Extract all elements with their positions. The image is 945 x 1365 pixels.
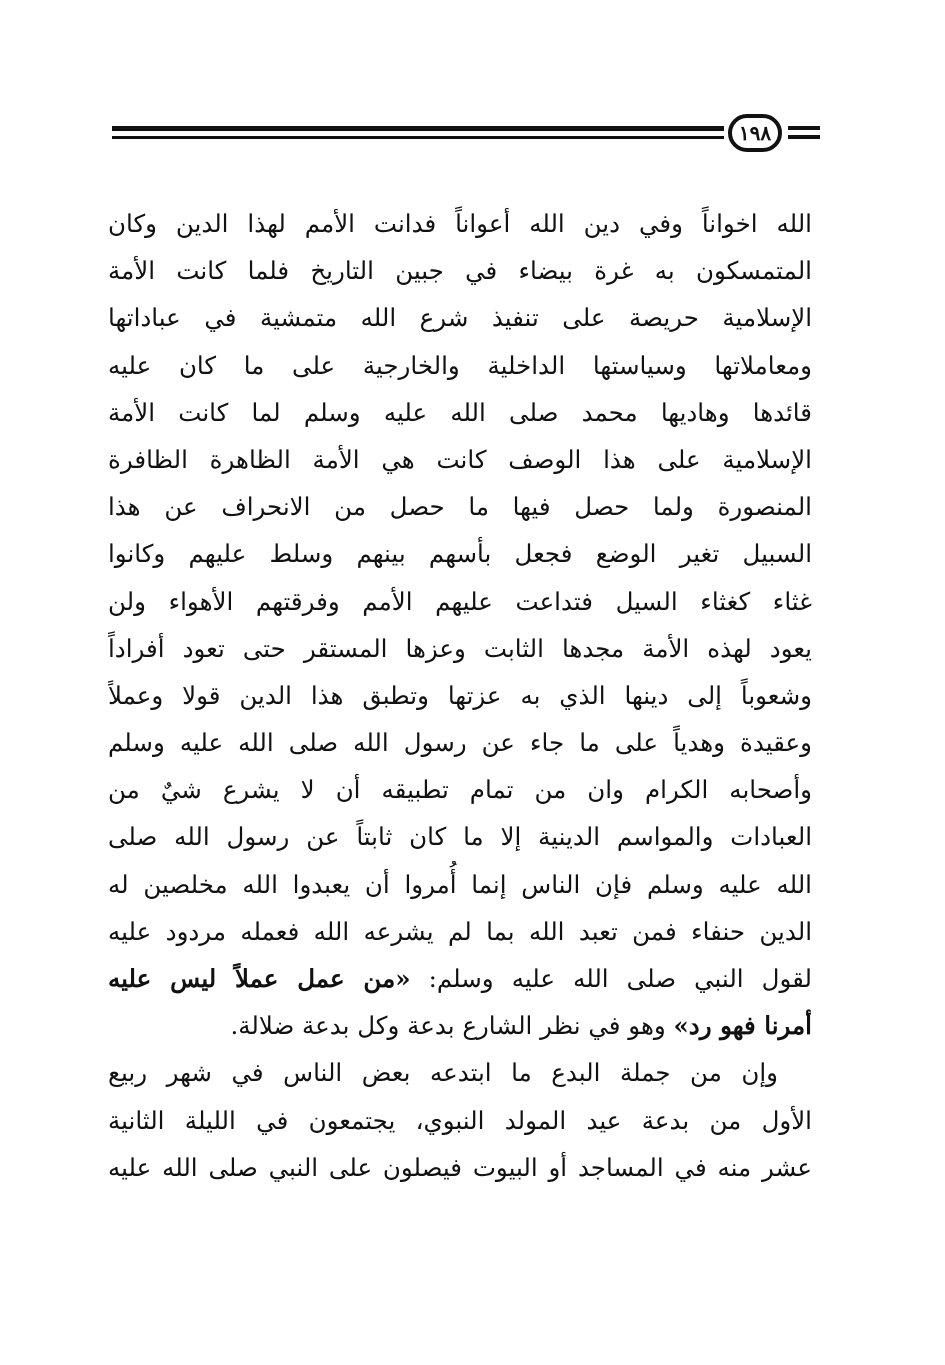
header-dash-top	[788, 126, 820, 130]
text-line: عشر منه في المساجد أو البيوت فيصلون على النبي صلى الله عليه	[108, 1152, 812, 1182]
text-line: المنصورة ولما حصل فيها ما حصل من الانحراف عن هذا	[108, 492, 812, 522]
page-number-badge	[728, 114, 782, 152]
hadith-quote: أمرنا فهو رد»	[673, 1011, 812, 1041]
text-line-hadith-end: أمرنا فهو رد» وهو في نظر الشارع بدعة وكل بدعة ضلالة.	[230, 1011, 812, 1041]
text-line: الإسلامية حريصة على تنفيذ شرع الله متمشية في عباداتها	[108, 303, 812, 333]
header-rule-thick	[112, 126, 724, 131]
text-line: الله عليه وسلم فإن الناس إنما أُمروا أن يعبدوا الله مخلصين له	[108, 869, 812, 899]
hadith-quote: «من عمل عملاً ليس عليه	[108, 964, 411, 993]
page-number: ١٩٨	[738, 121, 772, 145]
text-line: الأول من بدعة عيد المولد النبوي، يجتمعون في الليلة الثانية	[108, 1105, 812, 1135]
text-line: الإسلامية على هذا الوصف كانت هي الأمة الظاهرة الظافرة	[108, 444, 812, 474]
text-line: غثاء كغثاء السيل فتداعت عليهم الأمم وفرقتهم الأهواء ولن	[108, 586, 812, 616]
page-header	[112, 112, 820, 160]
text-line: يعود لهذه الأمة مجدها الثابت وعزها المستقر حتى تعود أفراداً	[108, 633, 812, 663]
text-line: وأصحابه الكرام وان من تمام تطبيقه أن لا يشرع شيٌ من	[108, 775, 812, 805]
text-line: السبيل تغير الوضع فجعل بأسهم بينهم وسلط عليهم وكانوا	[108, 539, 812, 569]
text-line: الدين حنفاء فمن تعبد الله بما لم يشرعه الله فعمله مردود عليه	[108, 916, 812, 946]
text-line: وشعوباً إلى دينها الذي به عزتها وتطبق هذا الدين قولا وعملاً	[108, 680, 812, 710]
paragraph-start-line: وإن من جملة البدع ما ابتدعه بعض الناس في شهر ربيع	[108, 1058, 778, 1088]
text-line-hadith-start: لقول النبي صلى الله عليه وسلم: «من عمل عملاً ليس عليه	[108, 964, 812, 993]
header-rule-thin	[112, 136, 724, 139]
page-body	[108, 200, 812, 1191]
header-dash-bottom	[788, 135, 820, 139]
text-line: قائدها وهاديها محمد صلى الله عليه وسلم لما كانت الأمة	[108, 397, 812, 427]
text-line: العبادات والمواسم الدينية إلا ما كان ثابتاً عن رسول الله صلى	[108, 822, 812, 852]
text-line: الله اخواناً وفي دين الله أعواناً فدانت الأمم لهذا الدين وكان	[108, 209, 812, 238]
text-line: ومعاملاتها وسياستها الداخلية والخارجية على ما كان عليه	[108, 350, 812, 380]
text-line: المتمسكون به غرة بيضاء في جبين التاريخ فلما كانت الأمة	[108, 256, 812, 286]
text-line: وعقيدة وهدياً على ما جاء عن رسول الله صلى الله عليه وسلم	[108, 728, 812, 758]
